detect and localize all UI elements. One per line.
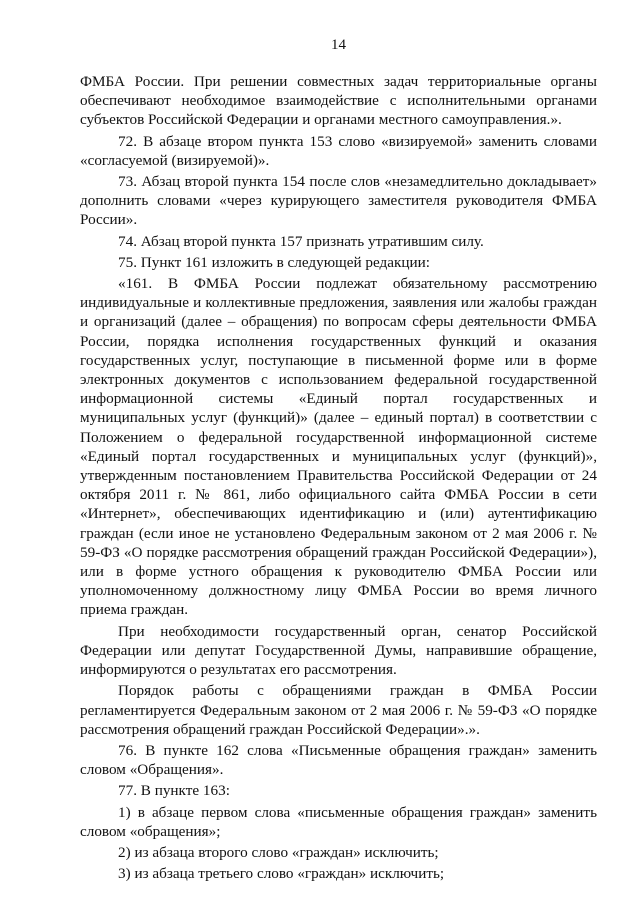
document-body [80, 72, 597, 883]
paragraph-item-76: 76. В пункте 162 слова «Письменные обращения граждан» заменить словом «Обращения». [80, 741, 597, 779]
paragraph-subitem-3: 3) из абзаца третьего слово «граждан» исключить; [118, 865, 445, 883]
paragraph-item-72: 72. В абзаце втором пункта 153 слово «визируемой» заменить словами «согласуемой (визируемой)». [80, 132, 597, 169]
document-page [80, 36, 597, 885]
paragraph-item-75: 75. Пункт 161 изложить в следующей редакции: [118, 253, 431, 271]
paragraph-item-73: 73. Абзац второй пункта 154 после слов «незамедлительно докладывает» дополнить словами «через курирующего заместителя руководителя ФМБА России». [80, 173, 597, 229]
paragraph-informing: При необходимости государственный орган, сенатор Российской Федерации или депутат Государственной Думы, направившие обращение, информируются о результатах его рассмотрения. [80, 622, 597, 679]
paragraph-item-74: 74. Абзац второй пункта 157 признать утратившим силу. [118, 232, 484, 250]
paragraph-item-161-text: «161. В ФМБА России подлежат обязательному рассмотрению индивидуальные и коллективные предложения, заявления или жалобы граждан и организаций (далее – обращения) по вопросам сферы деятельности ФМБА России, порядка исполнения государственных функций и оказания государственных услуг, поступающие в письменной форме или в форме электронных документов с использованием федеральной государственной информационной системы «Единый портал государственных и муниципальных услуг (функций)» (далее – единый портал) в соответствии с Положением о федеральной государственной информационной системе «Единый портал государственных и муниципальных услуг (функций)», утвержденным постановлением Правительства Российской Федерации от 24 октября 2011 г. № 861, либо официального сайта ФМБА России в сети «Интернет», обеспечивающих идентификацию и (или) аутентификацию граждан (если иное не установлено Федеральным законом от 2 мая 2006 г. № 59-ФЗ «О порядке рассмотрения обращений граждан Российской Федерации»), или в форме устного обращения к руководителю ФМБА России или уполномоченному должностному лицу ФМБА России во время личного приема граждан. [80, 275, 597, 619]
paragraph-item-77: 77. В пункте 163: [118, 782, 230, 800]
paragraph-continuation-fmba: ФМБА России. При решении совместных задач территориальные органы обеспечивают необходимое взаимодействие с исполнительными органами субъектов Российской Федерации и органами местного самоуправления.». [80, 73, 597, 129]
paragraph-subitem-2: 2) из абзаца второго слово «граждан» исключить; [118, 843, 439, 861]
page-number: 14 [331, 37, 346, 53]
paragraph-procedure: Порядок работы с обращениями граждан в ФМБА России регламентируется Федеральным законом от 2 мая 2006 г. № 59-ФЗ «О порядке рассмотрения обращений граждан Российской Федерации».». [80, 682, 597, 738]
paragraph-subitem-1: 1) в абзаце первом слова «письменные обращения граждан» заменить словом «обращения»; [80, 803, 597, 840]
